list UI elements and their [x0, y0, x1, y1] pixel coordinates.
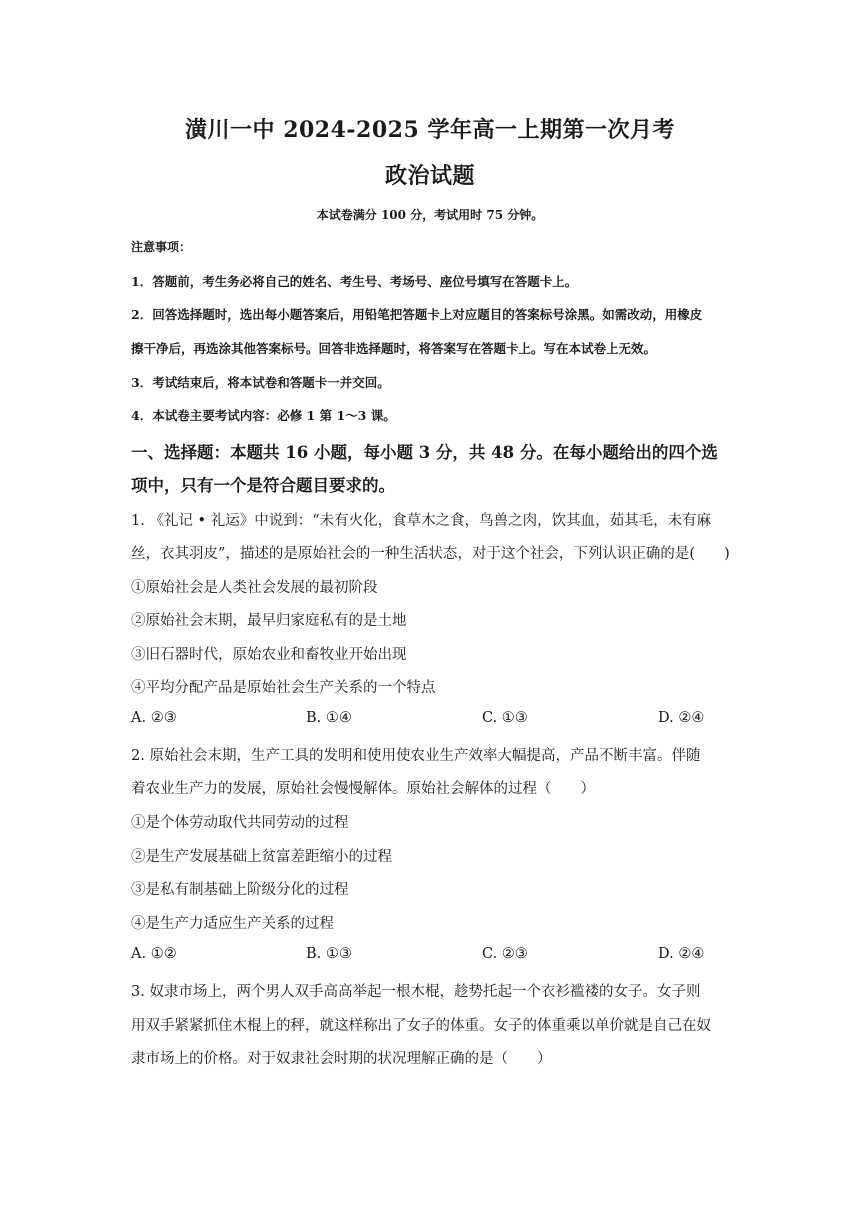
- notice-item: 2．回答选择题时，选出每小题答案后，用铅笔把答题卡上对应题目的答案标号涂黑。如需改动，用橡皮: [131, 307, 703, 322]
- question-2-statement: ②是生产发展基础上贫富差距缩小的过程: [131, 849, 392, 865]
- option-b: B. ①④: [306, 710, 352, 726]
- question-3-stem-cont: 隶市场上的价格。对于奴隶社会时期的状况理解正确的是（ ）: [131, 1051, 552, 1067]
- notice-item: 3．考试结束后，将本试卷和答题卡一并交回。: [131, 375, 390, 390]
- question-2-statement: ③是私有制基础上阶级分化的过程: [131, 882, 349, 898]
- question-1-stem: 1. 《礼记 • 礼运》中说到：“未有火化，食草木之食，鸟兽之肉，饮其血，茹其毛，未有麻: [131, 513, 712, 529]
- option-b: B. ①③: [306, 946, 352, 962]
- question-2-statement: ①是个体劳动取代共同劳动的过程: [131, 815, 349, 831]
- option-c: C. ②③: [482, 946, 528, 962]
- section-heading-cont: 项中，只有一个是符合题目要求的。: [131, 476, 395, 495]
- question-3-stem: 3. 奴隶市场上，两个男人双手高高举起一根木棍，趁势托起一个衣衫褴褛的女子。女子则: [131, 984, 701, 1000]
- question-2-options: [131, 946, 731, 968]
- option-c: C. ①③: [482, 710, 528, 726]
- notice-heading: 注意事项：: [131, 240, 192, 254]
- option-d: D. ②④: [658, 710, 705, 726]
- question-1-statement: ③旧石器时代，原始农业和畜牧业开始出现: [131, 647, 407, 663]
- notice-item: 4．本试卷主要考试内容：必修 1 第 1～3 课。: [131, 408, 396, 423]
- question-3-stem-cont: 用双手紧紧抓住木棍上的秤，就这样称出了女子的体重。女子的体重乘以单价就是自己在奴: [131, 1018, 711, 1034]
- option-a: A. ①②: [131, 946, 177, 962]
- exam-subject-title: 政治试题: [384, 163, 475, 189]
- section-heading: 一、选择题：本题共 16 小题，每小题 3 分，共 48 分。在每小题给出的四个选: [131, 443, 718, 462]
- notice-item: 擦干净后，再选涂其他答案标号。回答非选择题时，将答案写在答题卡上。写在本试卷上无效。: [131, 341, 657, 356]
- question-2-statement: ④是生产力适应生产关系的过程: [131, 916, 334, 932]
- option-a: A. ②③: [131, 710, 177, 726]
- option-d: D. ②④: [658, 946, 705, 962]
- question-1-statement: ①原始社会是人类社会发展的最初阶段: [131, 580, 378, 596]
- question-2-stem: 2. 原始社会末期，生产工具的发明和使用使农业生产效率大幅提高，产品不断丰富。伴随: [131, 748, 701, 764]
- question-1-statement: ④平均分配产品是原始社会生产关系的一个特点: [131, 680, 436, 696]
- question-2-stem-cont: 着农业生产力的发展，原始社会慢慢解体。原始社会解体的过程（ ）: [131, 781, 595, 797]
- question-1-statement: ②原始社会末期，最早归家庭私有的是土地: [131, 613, 407, 629]
- notice-item: 1．答题前，考生务必将自己的姓名、考生号、考场号、座位号填写在答题卡上。: [131, 274, 578, 289]
- question-1-stem-cont: 丝，衣其羽皮”，描述的是原始社会的一种生活状态，对于这个社会，下列认识正确的是( ): [131, 546, 730, 562]
- question-1-options: [131, 710, 731, 732]
- exam-title: 潢川一中 2024-2025 学年高一上期第一次月考: [185, 117, 675, 143]
- exam-info: 本试卷满分 100 分，考试用时 75 分钟。: [316, 208, 544, 222]
